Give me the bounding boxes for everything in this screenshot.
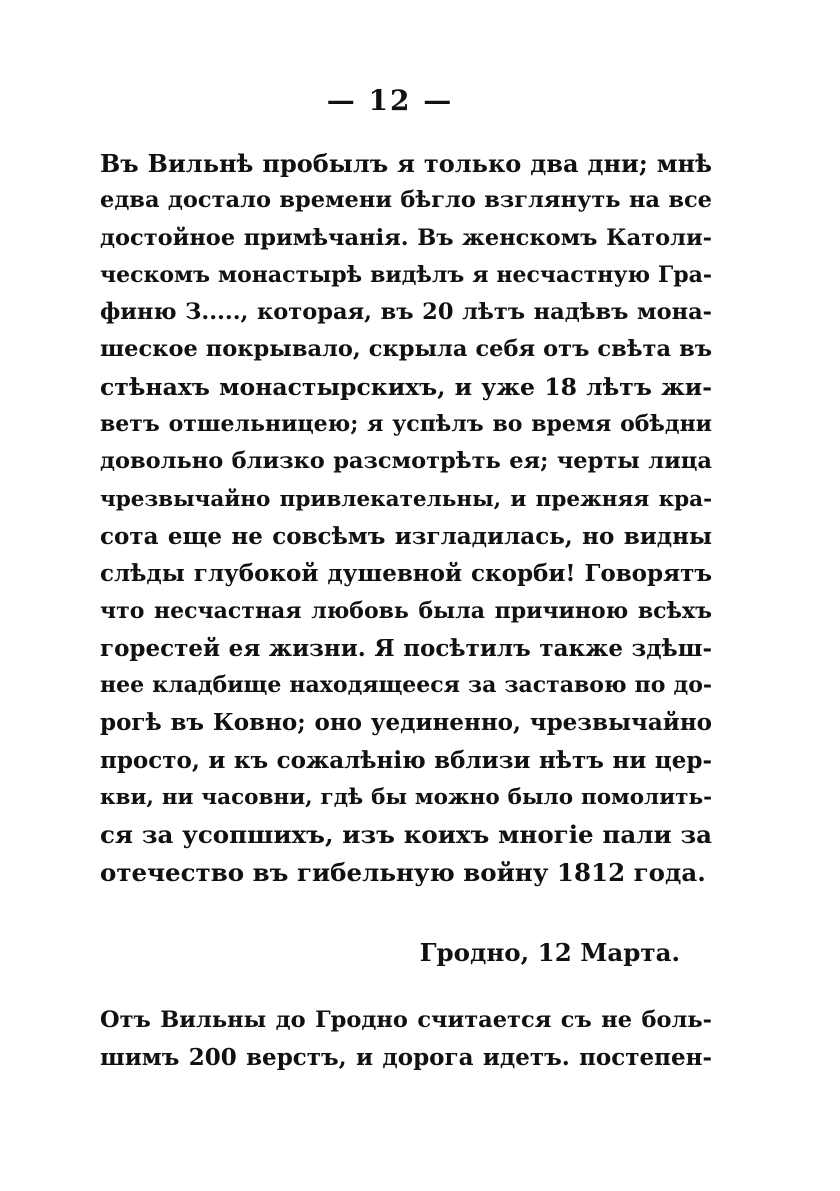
text-line: финю З....., которая, въ 20 лѣтъ надѣвъ мона-: [100, 299, 712, 326]
page-number: — 12 —: [326, 84, 454, 117]
text-line: достойное примѣчанія. Въ женскомъ Католи-: [100, 224, 712, 251]
text-line: слѣды глубокой душевной скорби! Говорятъ: [100, 560, 712, 588]
paragraph-grodno: [100, 1002, 712, 1077]
text-line: ческомъ монастырѣ видѣлъ я несчастную Гра-: [100, 261, 712, 288]
text-line: просто, и къ сожалѣнію вблизи нѣтъ ни цер-: [100, 746, 712, 774]
text-line: чрезвычайно привлекательны, и прежняя кра-: [100, 486, 712, 512]
text-line: рогѣ въ Ковно; оно уединенно, чрезвычайно: [100, 709, 712, 737]
text-line: довольно близко разсмотрѣть ея; черты лица: [100, 448, 712, 475]
text-line: едва достало времени бѣгло взглянуть на все: [100, 187, 712, 214]
text-line: отечество въ гибельную войну 1812 года.: [100, 857, 706, 887]
text-line: ся за усопшихъ, изъ коихъ многіе пали за: [100, 820, 712, 850]
text-line: сота еще не совсѣмъ изгладилась, но видны: [100, 522, 712, 550]
text-line: Отъ Вильны до Гродно считается съ не боль-: [100, 1007, 712, 1033]
text-line: Въ Вильнѣ пробылъ я только два дни; мнѣ: [100, 149, 712, 178]
dateline: Гродно, 12 Марта.: [419, 938, 680, 967]
text-line: ветъ отшельницею; я успѣлъ во время обѣдни: [100, 411, 712, 438]
text-line: нее кладбище находящееся за заставою по до-: [100, 672, 712, 699]
text-line: кви, ни часовни, гдѣ бы можно было помолить-: [100, 785, 712, 811]
text-line: горестей ея жизни. Я посѣтилъ также здѣш-: [100, 634, 712, 662]
text-line: шеское покрывало, скрыла себя отъ свѣта въ: [100, 336, 712, 363]
paragraph-vilna: [100, 145, 712, 891]
text-line: стѣнахъ монастырскихъ, и уже 18 лѣтъ жи-: [100, 372, 712, 401]
text-line: что несчастная любовь была причиною всѣхъ: [100, 597, 712, 624]
text-line: шимъ 200 верстъ, и дорога идетъ. постепен-: [100, 1044, 712, 1072]
